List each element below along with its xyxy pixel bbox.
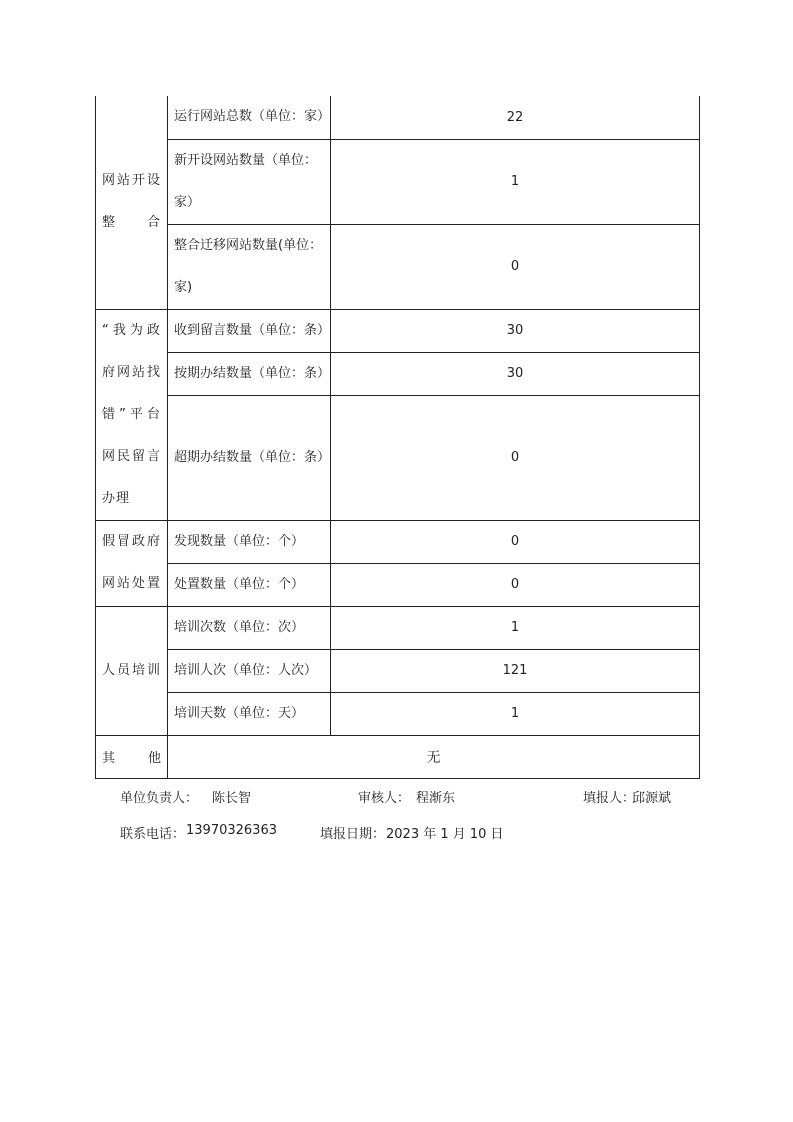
item-label: 收到留言数量（单位：条） <box>168 309 331 352</box>
item-label: 培训天数（单位：天） <box>168 692 331 735</box>
category-error-platform <box>96 309 168 520</box>
item-label: 培训次数（单位：次） <box>168 606 331 649</box>
item-label: 整合迁移网站数量(单位：家) <box>168 224 331 309</box>
item-label: 培训人次（单位：人次） <box>168 649 331 692</box>
date-label: 填报日期： <box>320 827 386 842</box>
responsible-name: 陈长智 <box>212 791 252 806</box>
item-value: 121 <box>331 649 700 692</box>
category-website-setup <box>96 96 168 309</box>
category-line: 假冒政府 <box>102 534 161 549</box>
item-value: 1 <box>331 692 700 735</box>
table-row <box>96 395 700 520</box>
item-value: 1 <box>331 139 700 224</box>
table-row <box>96 649 700 692</box>
item-label: 运行网站总数（单位：家） <box>168 96 331 139</box>
item-label: 新开设网站数量（单位：家） <box>168 139 331 224</box>
table-row <box>96 735 700 778</box>
table-row <box>96 139 700 224</box>
other-value: 无 <box>168 735 700 778</box>
category-counterfeit <box>96 520 168 606</box>
category-line: 网站处置 <box>102 576 161 591</box>
category-line: 办理 <box>102 490 131 506</box>
category-line: 整合 <box>102 215 161 231</box>
item-value: 0 <box>331 224 700 309</box>
filler-name: 邱源斌 <box>632 791 672 806</box>
reviewer-label: 审核人： <box>358 791 411 806</box>
reviewer-name: 程渐东 <box>416 791 456 806</box>
table-row <box>96 520 700 563</box>
category-line: 错”平台 <box>102 406 161 422</box>
item-value: 0 <box>331 563 700 606</box>
table-row <box>96 309 700 352</box>
filler-label: 填报人： <box>583 791 636 806</box>
table-row <box>96 224 700 309</box>
item-label: 处置数量（单位：个） <box>168 563 331 606</box>
responsible-label: 单位负责人： <box>120 791 199 806</box>
item-value: 22 <box>331 96 700 139</box>
item-value: 1 <box>331 606 700 649</box>
item-value: 0 <box>331 395 700 520</box>
date-value: 2023 年 1 月 10 日 <box>386 827 504 842</box>
item-label: 超期办结数量（单位：条） <box>168 395 331 520</box>
phone-label: 联系电话： <box>120 827 186 842</box>
item-value: 30 <box>331 352 700 395</box>
item-value: 0 <box>331 520 700 563</box>
category-line: “我为政 <box>102 322 161 338</box>
report-table <box>95 96 700 779</box>
item-value: 30 <box>331 309 700 352</box>
table-row <box>96 352 700 395</box>
item-label: 发现数量（单位：个） <box>168 520 331 563</box>
item-label: 按期办结数量（单位：条） <box>168 352 331 395</box>
other-label: 其他 <box>96 735 168 778</box>
table-row <box>96 96 700 139</box>
category-line: 网民留言 <box>102 448 161 464</box>
category-training <box>96 606 168 735</box>
table-row <box>96 563 700 606</box>
category-line: 人员培训 <box>102 662 161 678</box>
table-row <box>96 606 700 649</box>
phone-number: 13970326363 <box>186 823 277 838</box>
table-row <box>96 692 700 735</box>
category-line: 府网站找 <box>102 364 161 380</box>
category-line: 网站开设 <box>102 173 161 189</box>
